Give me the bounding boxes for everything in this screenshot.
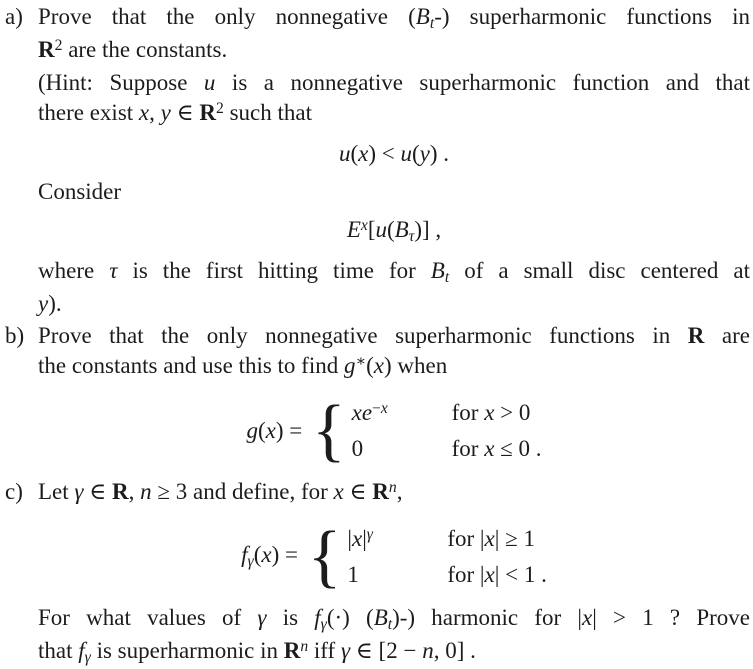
f-case-2-condition: for |x| < 1 . xyxy=(447,562,547,587)
equation-expectation: $E^x[u(B\tau)]$ , xyxy=(346,216,442,246)
f-case-1-condition: for |x| ≥ 1 xyxy=(447,526,535,551)
part-a-line-2: $R^2$ are the constants. xyxy=(38,36,228,62)
part-a-consider-text: Consider xyxy=(38,179,122,204)
part-b xyxy=(5,321,750,469)
part-a-where-line-2: y). xyxy=(38,291,62,316)
part-c-label: c) xyxy=(5,479,23,504)
f-cases-rows xyxy=(347,522,546,591)
part-b-line-2: the constants and use this to find g∗(x) when xyxy=(38,352,448,378)
part-a-hint-line-1: (Hint: Suppose u is a nonnegative superharmonic function and that xyxy=(38,70,750,95)
f-case-1-value: $|x|^\gamma$ xyxy=(347,525,373,551)
part-a xyxy=(5,2,750,319)
left-brace-glyph: { xyxy=(312,391,346,469)
g-case-1-value: $xe^{-x}$ xyxy=(351,399,388,425)
g-cases-rows xyxy=(352,396,542,465)
part-a-label: a) xyxy=(5,4,23,29)
left-brace-glyph: { xyxy=(307,517,342,595)
part-b-label: b) xyxy=(5,323,25,348)
g-case-2-value: 0 xyxy=(351,436,364,461)
part-a-hint-line-2: there exist x, y ∈ $R^2$ such that xyxy=(38,99,312,125)
part-a-line-1: Prove that the only nonnegative (Bt-) superharmonic functions in xyxy=(38,4,751,33)
f-cases-lhs: fγ(x) = xyxy=(241,542,304,571)
f-case-2-value: 1 xyxy=(347,562,359,587)
part-c-final-line-1: For what values of γ is fγ(·) (Bt)-) harmonic for |x| > 1 ? Prove xyxy=(38,605,750,634)
g-cases-lhs: g(x) = xyxy=(246,417,308,443)
part-b-line-1: Prove that the only nonnegative superharmonic functions in R are xyxy=(38,323,750,348)
equation-f-gamma-cases xyxy=(38,517,750,595)
part-c-final-line-2: that fγ is superharmonic in $R^n$ iff γ ∈ [2 − n, 0] . xyxy=(38,637,476,667)
equation-u-inequality: u(x) < u(y) . xyxy=(338,141,450,166)
part-a-where-line-1: where τ is the first hitting time for Bt of a small disc centered at xyxy=(38,258,750,287)
g-case-2-condition: for x ≤ 0 . xyxy=(451,436,542,461)
part-c-line-1: Let γ ∈ R, n ≥ 3 and define, for x ∈ $R^n$, xyxy=(38,478,403,504)
g-case-1-condition: for x > 0 xyxy=(451,400,531,425)
part-c xyxy=(5,477,750,669)
equation-g-cases xyxy=(38,391,750,469)
